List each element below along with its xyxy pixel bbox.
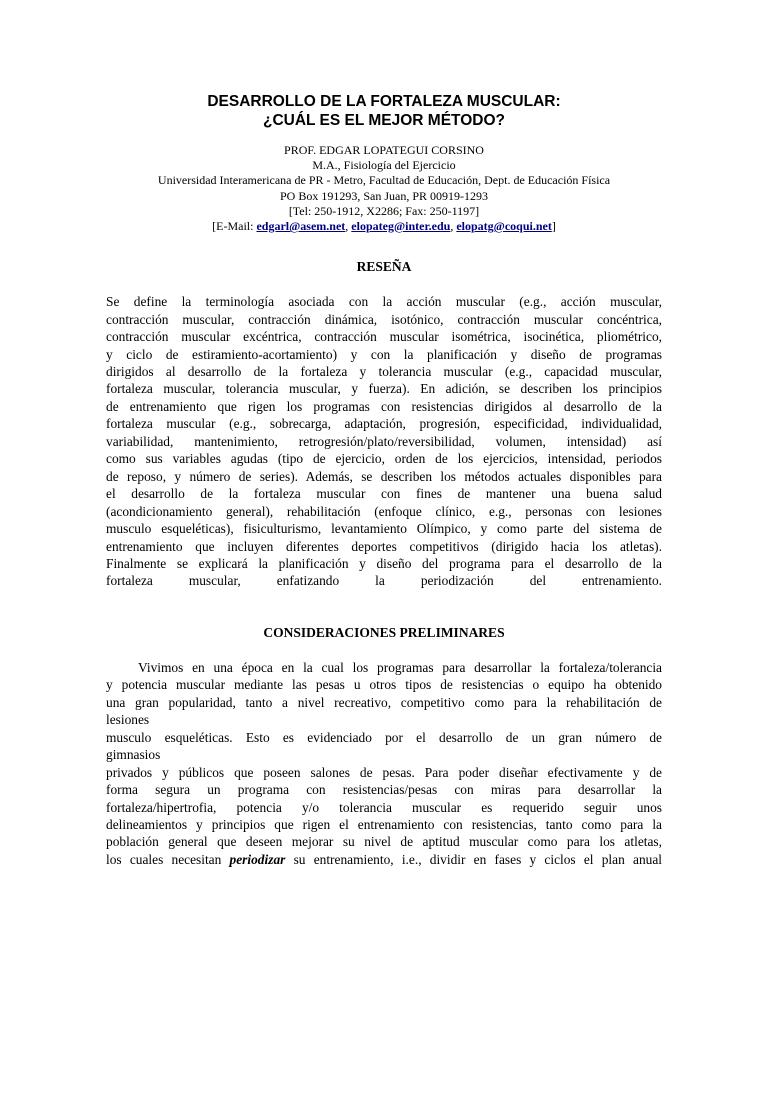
resena-line: fortaleza muscular, tolerancia muscular, y fuerza). En adición, se describen los principios	[106, 381, 662, 397]
consideraciones-line: lesiones	[106, 712, 150, 728]
emphasis-periodizar: periodizar	[229, 851, 286, 867]
resena-paragraph	[106, 293, 662, 590]
document-title	[106, 92, 662, 130]
resena-line: musculo esqueléticas), fisiculturismo, levantamiento Olímpico, y como parte del sistema de	[106, 521, 662, 537]
resena-line: Se define la terminología asociada con la acción muscular (e.g., acción muscular,	[106, 294, 662, 310]
consideraciones-line: población general que deseen mejorar su nivel de aptitud muscular como para los atletas,	[106, 834, 662, 850]
resena-line: el desarrollo de la fortaleza muscular con fines de mantener una buena salud	[106, 486, 662, 502]
last-line-after: su entrenamiento, i.e., dividir en fases y ciclos el plan anual	[285, 851, 662, 867]
resena-line: fortaleza muscular, enfatizando la periodización del entrenamiento.	[106, 573, 662, 589]
consideraciones-paragraph	[106, 659, 662, 868]
email-link-1[interactable]: edgarl@asem.net	[256, 219, 346, 234]
consideraciones-line: y potencia muscular mediante las pesas u otros tipos de resistencias o equipo ha obtenido	[106, 677, 662, 693]
email-link-2[interactable]: elopateg@inter.edu	[351, 219, 451, 234]
resena-line: contracción muscular, contracción dinámica, isotónico, contracción muscular concéntrica,	[106, 311, 662, 327]
resena-line: variabilidad, mantenimiento, retrogresión/plato/reversibilidad, volumen, intensidad) así	[106, 433, 662, 449]
consideraciones-heading: CONSIDERACIONES PRELIMINARES	[263, 624, 505, 640]
resena-line: Finalmente se explicará la planificación y diseño del programa para el desarrollo de la	[106, 556, 662, 572]
consideraciones-line: una gran popularidad, tanto a nivel recreativo, competitivo como para la rehabilitación de	[106, 694, 662, 710]
resena-line: como sus variables agudas (tipo de ejercicio, orden de los ejercicios, intensidad, periodos	[106, 451, 662, 467]
author-email-line	[106, 219, 662, 234]
resena-line: fortaleza muscular (e.g., sobrecarga, adaptación, progresión, especificidad, individualidad,	[106, 416, 662, 432]
author-phone: [Tel: 250-1912, X2286; Fax: 250-1197]	[288, 203, 480, 218]
resena-line: (acondicionamiento general), rehabilitación (enfoque clínico, e.g., personas con lesiones	[106, 503, 662, 519]
consideraciones-line: fortaleza/hipertrofia, potencia y/o tolerancia muscular es requerido seguir unos	[106, 799, 662, 815]
email-link-3[interactable]: elopatg@coqui.net	[456, 219, 552, 234]
title-line-1: DESARROLLO DE LA FORTALEZA MUSCULAR:	[207, 93, 561, 110]
resena-line: dirigidos al desarrollo de la fortaleza y tolerancia muscular (e.g., capacidad muscular,	[106, 364, 662, 380]
consideraciones-last-line	[106, 851, 662, 868]
title-line-2: ¿CUÁL ES EL MEJOR MÉTODO?	[263, 112, 505, 129]
author-degree: M.A., Fisiología del Ejercicio	[312, 158, 456, 173]
resena-line: entrenamiento que incluyen diferentes deportes competitivos (dirigido hacia los atletas).	[106, 538, 662, 554]
consideraciones-line: Vivimos en una época en la cual los programas para desarrollar la fortaleza/tolerancia	[138, 659, 662, 675]
author-name: PROF. EDGAR LOPATEGUI CORSINO	[284, 143, 484, 157]
author-block	[106, 143, 662, 234]
author-institution: Universidad Interamericana de PR - Metro, Facultad de Educación, Dept. de Educación Física	[157, 173, 611, 188]
resena-line: contracción muscular excéntrica, contracción muscular isométrica, isocinética, pliométrico,	[106, 329, 662, 345]
email-prefix: [E-Mail:	[212, 219, 257, 234]
consideraciones-line: musculo esqueléticas. Esto es evidenciado por el desarrollo de un gran número de	[106, 729, 662, 745]
resena-heading: RESEÑA	[356, 259, 412, 275]
consideraciones-line: gimnasios	[106, 747, 161, 763]
author-address: PO Box 191293, San Juan, PR 00919-1293	[279, 188, 488, 203]
email-separator: ,	[450, 219, 457, 234]
consideraciones-line: forma segura un programa con resistencias/pesas con miras para desarrollar la	[106, 782, 662, 798]
resena-line: de entrenamiento que rigen los programas con resistencias dirigidos al desarrollo de la	[106, 398, 662, 414]
email-separator: ,	[345, 219, 352, 234]
consideraciones-line: delineamientos y principios que rigen el entrenamiento con resistencias, tanto como para la	[106, 817, 662, 832]
email-suffix: ]	[551, 219, 556, 234]
document-page	[0, 92, 768, 1116]
resena-line: de reposo, y número de series). Además, se describen los métodos actuales disponibles para	[106, 468, 662, 484]
consideraciones-line: privados y públicos que poseen salones de pesas. Para poder diseñar efectivamente y de	[106, 764, 662, 780]
resena-line: y ciclo de estiramiento-acortamiento) y con la planificación y diseño de programas	[106, 346, 662, 362]
last-line-before: los cuales necesitan	[106, 851, 230, 867]
